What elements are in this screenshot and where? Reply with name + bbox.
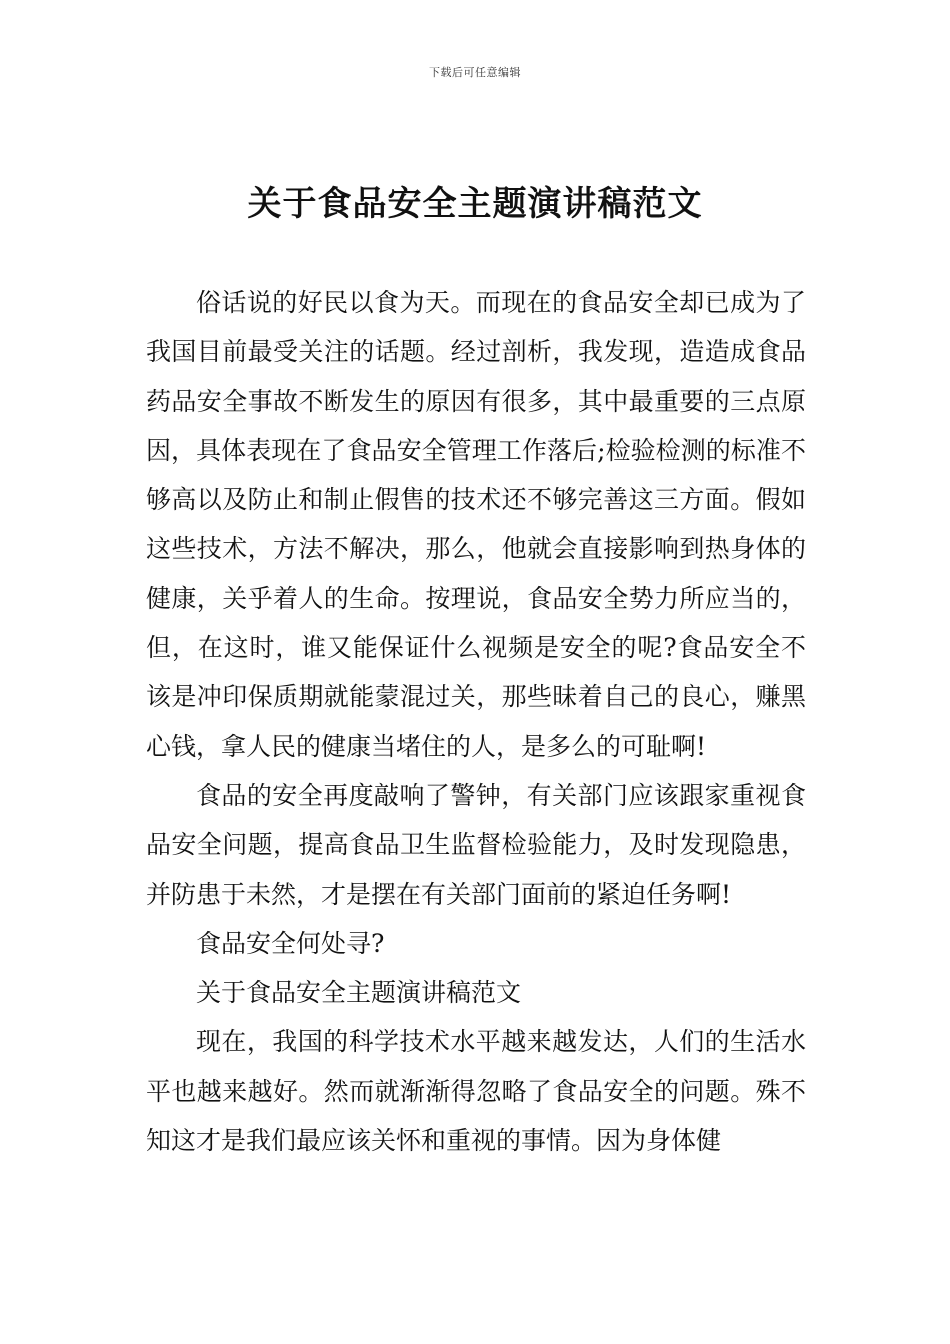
paragraph-5: 现在，我国的科学技术水平越来越发达，人们的生活水平也越来越好。然而就渐渐得忽略了食品安全的问题。殊不知这才是我们最应该关怀和重视的事情。因为身体健: [146, 1027, 806, 1156]
paragraph-3: 食品安全何处寻?: [196, 928, 385, 958]
paragraph-4: 关于食品安全主题演讲稿范文: [196, 978, 522, 1008]
paragraph-2: 食品的安全再度敲响了警钟，有关部门应该跟家重视食品安全问题，提高食品卫生监督检验能力，及时发现隐患，并防患于未然，才是摆在有关部门面前的紧迫任务啊!: [146, 780, 806, 909]
document-body: [146, 278, 806, 1165]
header-note: 下载后可任意编辑: [429, 66, 521, 79]
paragraph-1: 俗话说的好民以食为天。而现在的食品安全却已成为了我国目前最受关注的话题。经过剖析，我发现，造造成食品药品安全事故不断发生的原因有很多，其中最重要的三点原因，具体表现在了食品安全管理工作落后;检验检测的标准不够高以及防止和制止假售的技术还不够完善这三方面。假如这些技术，方法不解决，那么，他就会直接影响到热身体的健康，关乎着人的生命。按理说，食品安全势力所应当的，但，在这时，谁又能保证什么视频是安全的呢?食品安全不该是冲印保质期就能蒙混过关，那些昧着自己的良心，赚黑心钱，拿人民的健康当堵住的人，是多么的可耻啊!: [146, 288, 806, 761]
document-title: 关于食品安全主题演讲稿范文: [247, 184, 703, 224]
